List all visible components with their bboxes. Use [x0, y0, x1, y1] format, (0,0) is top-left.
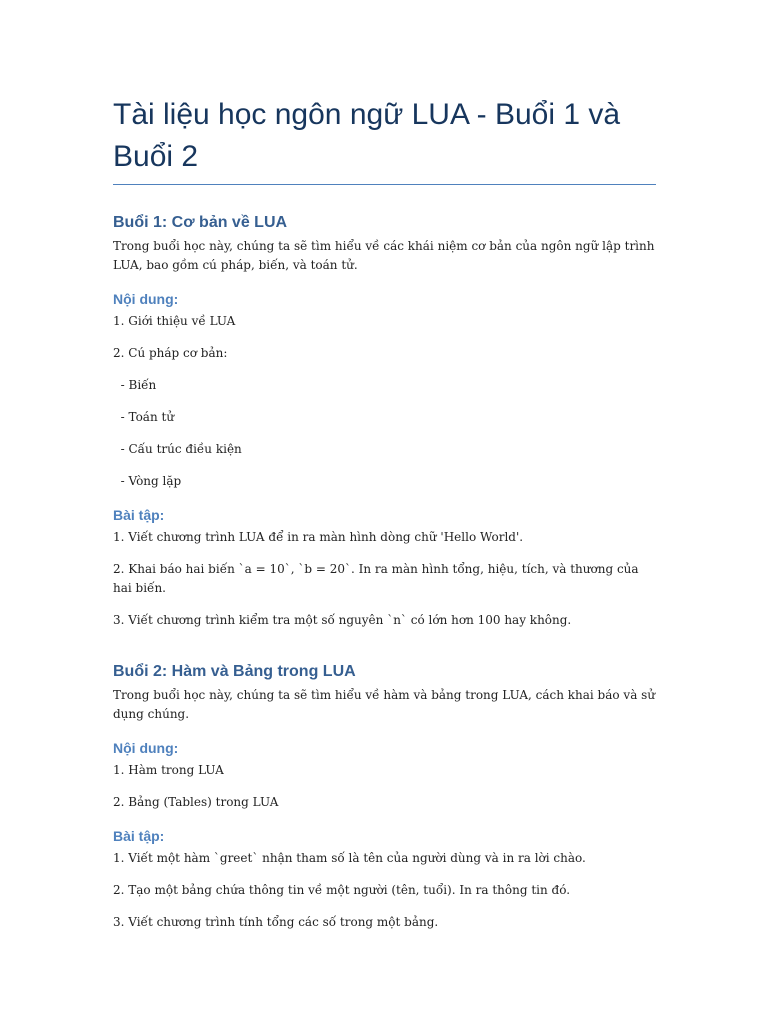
- list-item: 1. Giới thiệu về LUA: [113, 314, 236, 328]
- session-2-heading: Buổi 2: Hàm và Bảng trong LUA: [113, 663, 356, 680]
- session-2-content-heading: Nội dung:: [113, 740, 179, 756]
- list-item: 2. Tạo một bảng chứa thông tin về một người (tên, tuổi). In ra thông tin đó.: [113, 883, 571, 897]
- list-item: 2. Bảng (Tables) trong LUA: [113, 795, 279, 809]
- list-item: - Vòng lặp: [113, 474, 182, 488]
- session-1-heading: Buổi 1: Cơ bản về LUA: [113, 214, 288, 231]
- document-page: [113, 0, 656, 929]
- document-title: Tài liệu học ngôn ngữ LUA - Buổi 1 và Buổi 2: [113, 0, 656, 185]
- session-1-exercise-heading: Bài tập:: [113, 507, 165, 523]
- list-item: - Cấu trúc điều kiện: [113, 442, 242, 456]
- list-item: 2. Khai báo hai biến `a = 10`, `b = 20`. In ra màn hình tổng, hiệu, tích, và thương của hai biến.: [113, 562, 639, 595]
- list-item: 2. Cú pháp cơ bản:: [113, 346, 228, 360]
- session-2-intro: Trong buổi học này, chúng ta sẽ tìm hiểu về hàm và bảng trong LUA, cách khai báo và sử dụng chúng.: [113, 688, 656, 721]
- session-2: [113, 661, 656, 932]
- session-1-intro: Trong buổi học này, chúng ta sẽ tìm hiểu về các khái niệm cơ bản của ngôn ngữ lập trình LUA, bao gồm cú pháp, biến, và toán tử.: [113, 239, 655, 272]
- list-item: 1. Hàm trong LUA: [113, 763, 224, 777]
- list-item: - Toán tử: [113, 410, 175, 424]
- list-item: 1. Viết chương trình LUA để in ra màn hình dòng chữ 'Hello World'.: [113, 530, 524, 544]
- list-item: 3. Viết chương trình kiểm tra một số nguyên `n` có lớn hơn 100 hay không.: [113, 613, 572, 627]
- session-2-exercise-heading: Bài tập:: [113, 828, 165, 844]
- session-1-content-heading: Nội dung:: [113, 291, 179, 307]
- list-item: 1. Viết một hàm `greet` nhận tham số là tên của người dùng và in ra lời chào.: [113, 851, 586, 865]
- session-1: [113, 212, 656, 630]
- list-item: - Biến: [113, 378, 157, 392]
- list-item: 3. Viết chương trình tính tổng các số trong một bảng.: [113, 915, 439, 929]
